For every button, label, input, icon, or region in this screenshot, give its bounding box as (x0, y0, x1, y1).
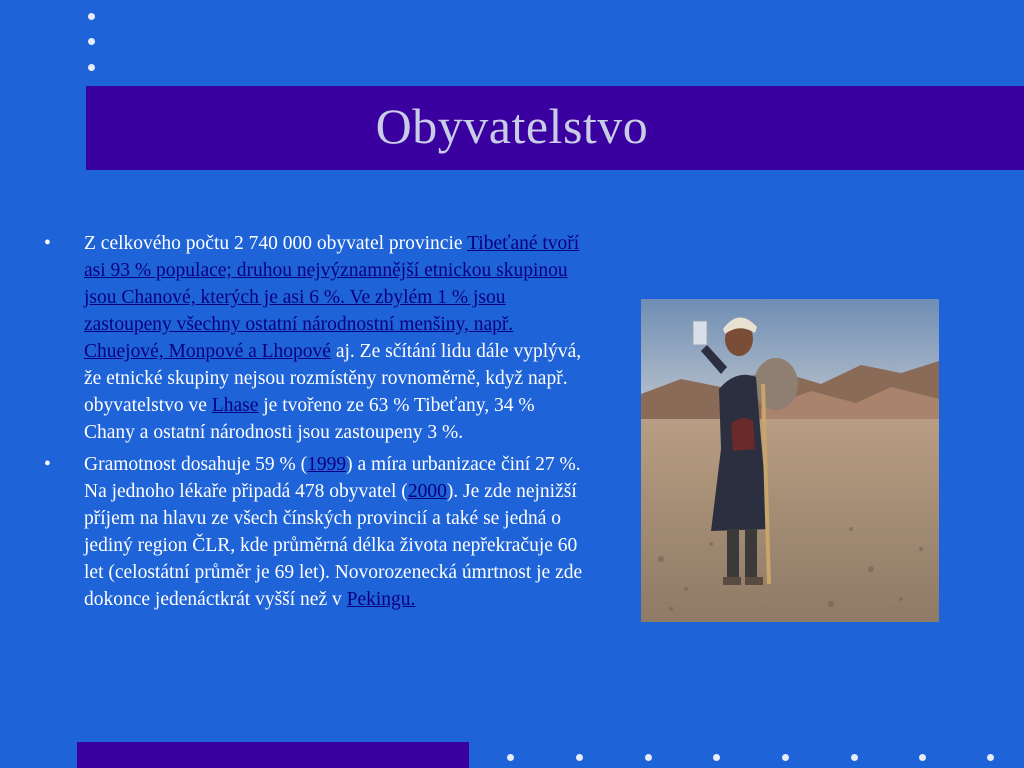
link-1999[interactable]: 1999 (307, 454, 347, 475)
decorative-dot (576, 754, 583, 761)
link-lhasa[interactable]: Lhase (211, 395, 259, 416)
text-fragment: ). Je zde nejnižší příjem na hlavu ze všech čínských provincií a také se jedná o jediný region ČLR, kde průměrná délka života nepřekračuje 60 let (celostátní průměr je 69 let). Novorozenecká úmrtnost je zde dokonce jedenáctkrát vyšší než v (84, 481, 583, 610)
link-lhopove[interactable]: Lhopové (261, 341, 331, 362)
bullet-text (84, 451, 584, 613)
slide-title: Obyvatelstvo (375, 98, 649, 154)
photo-illustration (641, 299, 939, 622)
decorative-dot (645, 754, 652, 761)
link-2000[interactable]: 2000 (407, 481, 447, 502)
bottom-bar (77, 742, 469, 768)
bullet-item (44, 230, 584, 446)
link-peking[interactable]: Pekingu. (346, 589, 416, 610)
decorative-dot (919, 754, 926, 761)
decorative-dot (88, 13, 95, 20)
decorative-dot (507, 754, 514, 761)
decorative-dot (851, 754, 858, 761)
text-fragment: aj. Ze sčítání lidu dále vyplývá, že etnické skupiny nejsou rozmístěny rovnoměrně, když např. obyvatelstvo ve (84, 341, 582, 416)
bullet-text (84, 230, 584, 446)
text-fragment: Gramotnost dosahuje 59 % ( (84, 454, 308, 475)
decorative-dot (987, 754, 994, 761)
tibetan-pilgrim-photo (641, 299, 939, 622)
text-fragment: Z celkového počtu 2 740 000 obyvatel provincie (84, 233, 468, 254)
text-fragment: je tvořeno ze 63 % Tibeťany, 34 % Chany a ostatní národnosti jsou zastoupeny 3 %. (84, 395, 535, 443)
decorative-dot (782, 754, 789, 761)
decorative-dots-bottom (505, 754, 1024, 764)
bullet-icon: • (44, 233, 51, 254)
link-tibetans[interactable]: Tibeťané tvoří asi 93 % populace; druhou nejvýznamnější etnickou skupinou jsou Chanové, kterých je asi 6 %. Ve zbylém 1 % jsou zastoupeny všechny ostatní národnostní menšiny, např. Chuejové, Monpové a (84, 233, 580, 362)
text-fragment: ) a míra urbanizace činí 27 %. Na jednoho lékaře připadá 478 obyvatel ( (84, 454, 581, 502)
bullet-item (44, 451, 584, 613)
slide-content (44, 230, 584, 618)
decorative-dot (88, 38, 95, 45)
decorative-dot (713, 754, 720, 761)
decorative-dot (88, 64, 95, 71)
bullet-icon: • (44, 454, 51, 475)
bullet-list (44, 230, 584, 613)
